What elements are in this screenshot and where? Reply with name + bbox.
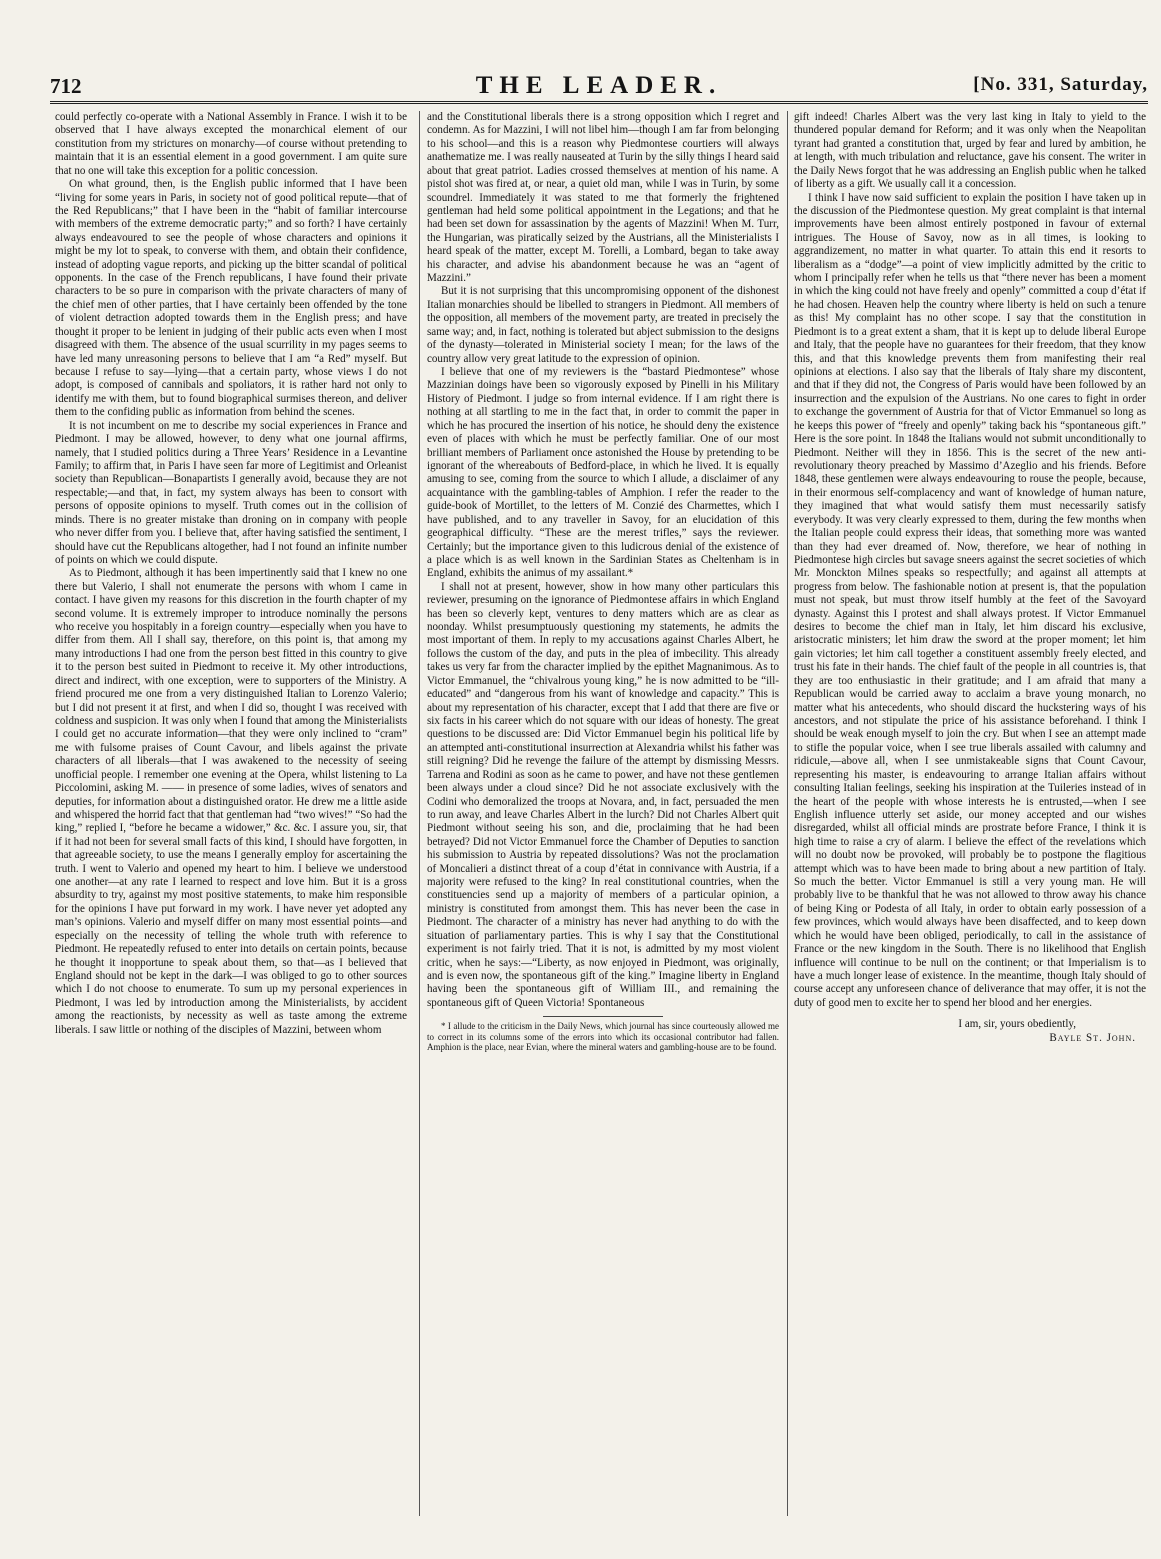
column-2: [427, 111, 779, 1052]
page-header: [50, 72, 1148, 102]
paragraph: and the Constitutional liberals there is a strong opposition which I regret and condemn. As for Mazzini, I will not libel him—though I am far from belonging to his school—and this is a reason why Piedmontese courtiers will always anathematize me. I was really nauseated at Turin by the silly things I heard said about that great patriot. Ladies crossed themselves at mention of his name. A pistol shot was fired at, or near, a quiet old man, while I was in Turin, by some scoundrel. Immediately it was stated to me that formerly the frightened gentleman had held some political appointment in the Legations; and that he had been set down for assassination by the agents of Mazzini! When M. Turr, the Hungarian, was piratically seized by the Austrians, all the Ministerialists I heard speak of the matter, except M. Torelli, a Lombard, began to take away his character, and advise his abandonment because he was an “agent of Mazzini.”: [427, 111, 779, 285]
paragraph: But it is not surprising that this uncompromising opponent of the dishonest Italian monarchies should be libelled to strangers in Piedmont. All members of the opposition, all members of the movement party, are treated in precisely the same way; and, in fact, nothing is tolerated but abject submission to the designs of the dynasty—tolerated in Ministerial society I mean; for the laws of the country allow very great latitude to the expression of opinion.: [427, 285, 779, 365]
letter-closing: [794, 1018, 1146, 1045]
issue-label: [No. 331, Saturday,: [973, 74, 1148, 95]
column-1: [55, 111, 407, 1037]
footnote: * I allude to the criticism in the Daily News, which journal has since courteously allowed me to correct in its columns some of the errors into which its occasional contributor had fallen. Amphion is the place, near Evian, where the mineral waters and gambling-house are to be found.: [427, 1021, 779, 1053]
paragraph: I believe that one of my reviewers is the “bastard Piedmontese” whose Mazzinian doings have been so vigorously exposed by Pinelli in his Military History of Piedmont. I judge so from internal evidence. If I am right there is nothing at all startling to me in the fact that, in order to commit the paper in which he has procured the insertion of his notice, he should deny the existence even of places with which he must be perfectly familiar. One of our most brilliant members of Parliament once astonished the House by pretending to be ignorant of the whereabouts of Bedford-place, in which he lived. It is equally amusing to see, coming from the source to which I allude, a disclaimer of any acquaintance with the gambling-tables of Amphion. I refer the reader to the guide-book of Mortillet, to the letters of M. Conzié des Charmettes, which I have published, and to any traveller in Savoy, for an elucidation of this geographical difficulty. “These are the merest trifles,” says the reviewer. Certainly; but the importance given to this ludicrous denial of the existence of a place which is as well known in the Sardinian States as Cheltenham is in England, exhibits the animus of my assailant.*: [427, 366, 779, 580]
sign-off: I am, sir, yours obediently,: [958, 1018, 1076, 1031]
paragraph: It is not incumbent on me to describe my social experiences in France and Piedmont. I may be allowed, however, to deny what one journal affirms, namely, that I studied politics during a Three Years’ Residence in a Levantine Family; to affirm that, in Paris I have seen far more of Legitimist and Orleanist society than Republican—Bonapartists I generally avoid, because they are not respectable;—and that, in fact, my system always has been to consort with persons of opposite opinions to myself. Truth comes out in the collision of minds. There is no greater mistake than droning on in company with people who never differ from you. I believe that, after having satisfied the sentiment, I should have cut the Republicans altogether, had I not found an infinite number of points on which we could dispute.: [55, 419, 407, 566]
paragraph: I shall not at present, however, show in how many other particulars this reviewer, presuming on the ignorance of Piedmontese affairs in which England has been so cleverly kept, ventures to deny matters which are as clear as noonday. Whilst presumptuously questioning my statements, he admits the most important of them. In reply to my accusations against Charles Albert, he follows the custom of the day, and puts in the plea of imbecility. This already takes us very far from the character implied by the epithet Magnanimous. As to Victor Emmanuel, the “chivalrous young king,” he is now admitted to be “ill-educated” and “dangerous from his want of knowledge and capacity.” This is about my representation of his character, except that I add that there are five or six facts in his career which do not square with our ideas of honesty. The great questions to be discussed are: Did Victor Emmanuel begin his political life by an attempted anti-constitutional insurrection at Alexandria whilst his father was still reigning? Did he revenge the failure of the attempt by dismissing Messrs. Tarrena and Rodini as soon as he came to power, and have not these gentlemen been always under a cloud since? Did he not associate exclusively with the Codini who demoralized the troops at Novara, and, in fact, persuaded the men to run away, and leave Charles Albert in the lurch? Did not Charles Albert quit Piedmont without seeing his son, and die, proclaiming that he had been betrayed? Did not Victor Emmanuel force the Chamber of Deputies to sanction his submission to Austria by repeated dissolutions? Was not the proclamation of Moncalieri a distinct threat of a coup d’état in connivance with Austria, if a majority were refused to the king? In real constitutional countries, when the constituencies send up a majority of members of a particular opinion, a ministry is constituted from amongst them. This has never been the case in Piedmont. The character of a ministry has never had anything to do with the situation of parliamentary parties. This is why I say that the Constitutional experiment is not fairly tried. That it is not, is admitted by my most violent critic, when he says:—“Liberty, as now enjoyed in Piedmont, was originally, and is even now, the spontaneous gift of the king.” Imagine liberty in England having been the spontaneous gift of William III., and remaining the spontaneous gift of Queen Victoria! Spontaneous: [427, 580, 779, 1009]
paragraph: could perfectly co-operate with a National Assembly in France. I wish it to be observed that I have always excepted the monarchical element of our constitution from my strictures on monarchy—of course without pretending to maintain that it is an essential element in a good government. I am quite sure that no one will take this exception for a politic concession.: [55, 111, 407, 177]
paragraph: As to Piedmont, although it has been impertinently said that I knew no one there but Valerio, I shall not enumerate the persons with whom I came in contact. I have given my reasons for this discretion in the fourth chapter of my second volume. It is extremely improper to introduce nominally the persons who receive you hospitably in a foreign country—especially when you have to differ from them. All I shall say, therefore, on this point is, that among my many introductions I had one from the person best fitted in this country to give it to the person best suited in Piedmont to receive it. My other introductions, direct and indirect, with one exception, were to supporters of the Ministry. A friend procured me one from a very distinguished Italian to Lorenzo Valerio; but I did not present it at first, and when I did so, thought I was received with coldness and suspicion. It was only when I found that among the Ministerialists I could get no accurate information—that they were only inclined to “cram” me with fulsome praises of Count Cavour, and libels against the private characters of all liberals—that I was awakened to the necessity of seeing unofficial people. I remember one evening at the Opera, whilst listening to La Piccolomini, asking M. —— in presence of some ladies, wives of senators and deputies, for information about a distinguished orator. He drew me a little aside and whispered the horrid fact that that gentleman had “two wives!” “So had the king,” replied I, “before he became a widower,” &c. &c. I assure you, sir, that if it had not been for several small facts of this kind, I should have forgotten, in that agreeable society, to use the means I generally employ for ascertaining the truth. I went to Valerio and opened my heart to him. I believe we understood one another—at any rate I learned to respect and love him. But it is a gross absurdity to try, against my most positive statements, to make him responsible for the opinions I have put forward in my work. I have never yet adopted any man’s opinions. Valerio and myself differ on many most essential points—and especially on the necessity of telling the whole truth with reference to Piedmont. He repeatedly refused to enter into details on certain points, because he thought it inopportune to speak about them, so that—as I believed that England should not be kept in the dark—I was obliged to go to other sources which I do not choose to enumerate. To sum up my personal experiences in Piedmont, I was led by introduction among the Ministerialists, by accident among the reactionists, by necessity as well as taste among the extreme liberals. I saw little or nothing of the disciples of Mazzini, between whom: [55, 567, 407, 1036]
paragraph: gift indeed! Charles Albert was the very last king in Italy to yield to the thundered popular demand for Reform; and it was only when the Neapolitan tyrant had granted a constitution that, urged by fear and lured by ambition, he at length, with much tribulation and reluctance, gave his consent. The writer in the Daily News forgot that he was addressing an English public when he talked of liberty as a gift. We usually call it a concession.: [794, 111, 1146, 191]
column-divider: [787, 111, 788, 1516]
column-divider: [419, 111, 420, 1516]
column-3: [794, 111, 1146, 1045]
signature: Bayle St. John.: [1049, 1031, 1136, 1044]
paragraph: I think I have now said sufficient to explain the position I have taken up in the discussion of the Piedmontese question. My great complaint is that internal improvements have been almost entirely postponed in favour of external intrigues. The House of Savoy, now as in all times, is looking to aggrandizement, no matter in what quarter. To attain this end it resorts to liberalism as a “dodge”—a point of view implicitly admitted by the critic to whom I principally refer when he tells us that “there never has been a moment in which the king could not have freely and openly” committed a coup d’état if he had chosen. Heaven help the country where liberty is held on such a tenure as this! My complaint has no other scope. I say that the constitution in Piedmont is to a great extent a sham, that it is kept up to delude liberal Europe and Italy, that the people have no guarantees for their freedom, that they know this, and that this knowledge prevents them from manifesting their real opinions at elections. I also say that the liberals of Italy share my discontent, and that if they did not, the Congress of Paris would have been followed by an insurrection and the expulsion of the Austrians. No one cares to fight in order to exchange the government of Austria for that of Victor Emmanuel so long as he keeps this power of “freely and openly” taking back his “spontaneous gift.” Here is the sore point. In 1848 the Italians would not submit unconditionally to Piedmont. Neither will they in 1856. This is the secret of the new anti-revolutionary theory preached by Massimo d’Azeglio and his friends. Before 1848, these gentlemen were always endeavouring to rouse the people, because, in their enormous self-complacency and want of knowledge of human nature, they imagined that what would satisfy them must necessarily satisfy everybody. It was very clearly expressed to them, during the few months when the Italian people could express their ideas, that something more was wanted than they had ever dreamed of. Now, therefore, we hear of nothing in Piedmontese high circles but savage sneers against the secret societies of which Mr. Monckton Milnes speaks so respectfully; and against all attempts at progress from below. The fashionable notion at present is, that the population must not speak, but must throw itself humbly at the feet of the Savoyard dynasty. Against this I protest and shall always protest. If Victor Emmanuel desires to become the chief man in Italy, let him discard his exclusive, aristocratic ministers; let him draw the sword at the proper moment; let him gain victories; let him call together a constituent assembly freely elected, and trust his fate in their hands. The chief fault of the people in all countries is, that they are too enthusiastic in their gratitude; and I am afraid that many a Republican would be carried away to acclaim a brave young monarch, no matter what his antecedents, who should discard the huckstering ways of his ancestors, and not stipulate the price of his assistance beforehand. I think I should be weak enough myself to join the cry. But when I see an attempt made to stifle the popular voice, when I see true liberals assailed with calumny and ridicule,—above all, when I see unmistakeable signs that Count Cavour, representing his master, is endeavouring to arrange Italian affairs without consulting Italian feelings, seeking his inspiration at the Tuileries instead of in the heart of the people with whose interests he is entrusted,—when I see English influence utterly set aside, our money accepted and our wishes disregarded, whilst all official minds are prostrate before France, I think it is high time to raise a cry of alarm. I believe the effect of the revelations which will no doubt now be provoked, will probably be to postpone the flagitious attempt which was to have been made to bring about a new partition of Italy. So much the better. Victor Emmanuel is still a very young man. He will probably live to be thankful that he was not allowed to throw away his chance of being King or Podesta of all Italy, in order to obtain early possession of a few provinces, which would always have been disaffected, and to keep down which he would have been obliged, periodically, to call in the assistance of France or the new kingdom in the South. There is no likelihood that English influence will continue to be null on the continent; or that Imperialism is to have a much longer lease of existence. In the meantime, though Italy should of course accept any unforeseen chance of deliverance that may offer, it is not the duty of good men to excite her to spend her blood and her energies.: [794, 191, 1146, 1009]
header-rule: [50, 101, 1148, 106]
masthead: THE LEADER.: [475, 72, 723, 99]
page-number: 712: [50, 74, 82, 98]
footnote-rule: [543, 1016, 663, 1017]
paragraph: On what ground, then, is the English public informed that I have been “living for some years in Paris, in society not of good political repute—that of the Red Republicans;” that I have been in the “habit of familiar intercourse with members of the extreme democratic party;” and so forth? I have certainly always endeavoured to see the people of whose characters and opinions it might be my lot to speak, to converse with them, and obtain their confidence, instead of adopting vague reports, and picking up the bitter scandal of political opponents. In the case of the French republicans, I have found their private characters to be so pure in comparison with the private characters of many of the chief men of other parties, that I have certainly been offended by the tone of violent detraction adopted towards them in the English press; and have thought it proper to be lenient in judging of their public acts even when I most disagreed with them. The absence of the usual scurrility in my pages seems to have led many unreasoning persons to believe that I am “a Red” myself. But because I refuse to say—lying—that a certain party, whose views I do not adopt, is composed of cannibals and spoliators, it is rather hard not only to identify me with them, but to found biographical surmises thereon, and deliver them to the confiding public as information from behind the scenes.: [55, 178, 407, 419]
